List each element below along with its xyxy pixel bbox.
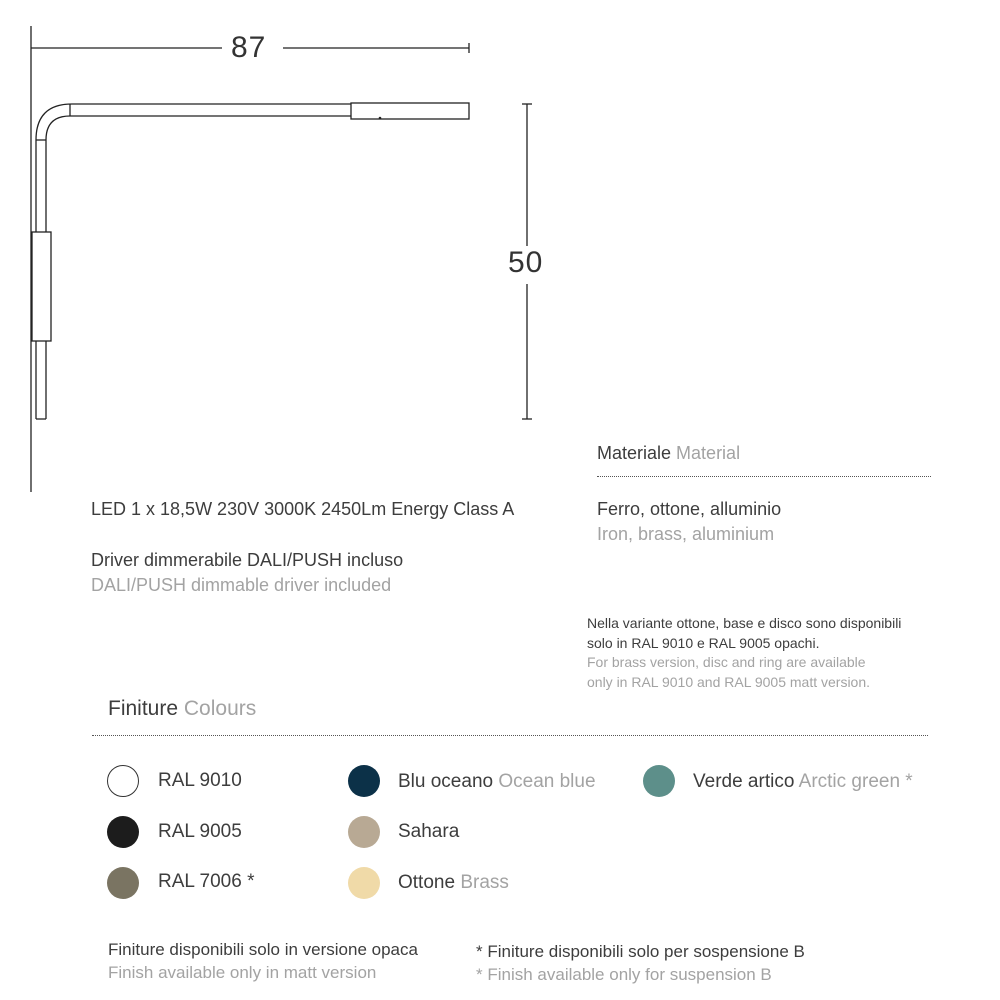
brass-note-en-1: For brass version, disc and ring are available — [587, 654, 866, 670]
swatch-label-ral-7006 — [158, 871, 254, 893]
brass-note-it-2: solo in RAL 9010 e RAL 9005 opachi. — [587, 635, 820, 651]
finishes-heading-it: Finiture — [108, 697, 179, 720]
footnote-matt-en: Finish available only in matt version — [108, 963, 377, 982]
swatch-label-sahara — [398, 821, 459, 843]
material-value-it: Ferro, ottone, alluminio — [597, 499, 782, 519]
swatch-label-en: Arctic green * — [798, 771, 913, 792]
swatch-label-it: Verde artico — [693, 771, 795, 792]
finishes-heading-en: Colours — [183, 697, 257, 720]
swatch-label-it: RAL 7006 * — [158, 871, 255, 892]
material-heading — [597, 443, 740, 464]
swatch-ral-9010 — [107, 765, 139, 797]
swatch-label-it: RAL 9005 — [158, 821, 242, 842]
material-divider — [597, 476, 931, 477]
brass-note-it-1: Nella variante ottone, base e disco sono disponibili — [587, 615, 902, 631]
swatch-label-blu-oceano — [398, 771, 596, 793]
swatch-label-ral-9010 — [158, 770, 242, 792]
swatch-label-verde-artico — [693, 771, 913, 793]
lamp-wall-mount — [32, 232, 51, 341]
finishes-divider — [92, 735, 928, 736]
swatch-label-it: Ottone — [398, 872, 456, 893]
swatch-label-ottone — [398, 872, 509, 894]
material-heading-it: Materiale — [597, 443, 672, 463]
driver-spec-it: Driver dimmerabile DALI/PUSH incluso — [91, 550, 404, 570]
footnote-matt-it: Finiture disponibili solo in versione opaca — [108, 940, 418, 959]
footnote-suspension-en: * Finish available only for suspension B — [476, 965, 772, 984]
lamp-led-head — [351, 103, 469, 119]
led-spec: LED 1 x 18,5W 230V 3000K 2450Lm Energy Class A — [91, 499, 515, 519]
swatch-label-ral-9005 — [158, 821, 242, 843]
lamp-arm-inner — [46, 116, 351, 419]
material-heading-en: Material — [676, 443, 741, 463]
brass-note-en-2: only in RAL 9010 and RAL 9005 matt version. — [587, 674, 871, 690]
height-dimension-value: 50 — [508, 246, 544, 279]
swatch-sahara — [348, 816, 380, 848]
finishes-heading — [108, 697, 256, 721]
swatch-ral-7006 — [107, 867, 139, 899]
swatch-verde-artico — [643, 765, 675, 797]
lamp-head-dot — [379, 117, 382, 120]
swatch-label-it: Sahara — [398, 821, 460, 842]
swatch-label-en: Ocean blue — [498, 771, 596, 792]
swatch-label-en: Brass — [460, 872, 509, 893]
driver-spec-en: DALI/PUSH dimmable driver included — [91, 575, 392, 595]
swatch-blu-oceano — [348, 765, 380, 797]
width-dimension-value: 87 — [231, 31, 267, 64]
lamp-arm-outer — [36, 104, 351, 419]
swatch-label-it: Blu oceano — [398, 771, 494, 792]
footnote-suspension-it: * Finiture disponibili solo per sospensione B — [476, 942, 805, 961]
swatch-ral-9005 — [107, 816, 139, 848]
swatch-ottone — [348, 867, 380, 899]
swatch-label-it: RAL 9010 — [158, 770, 242, 791]
material-value-en: Iron, brass, aluminium — [597, 524, 775, 544]
